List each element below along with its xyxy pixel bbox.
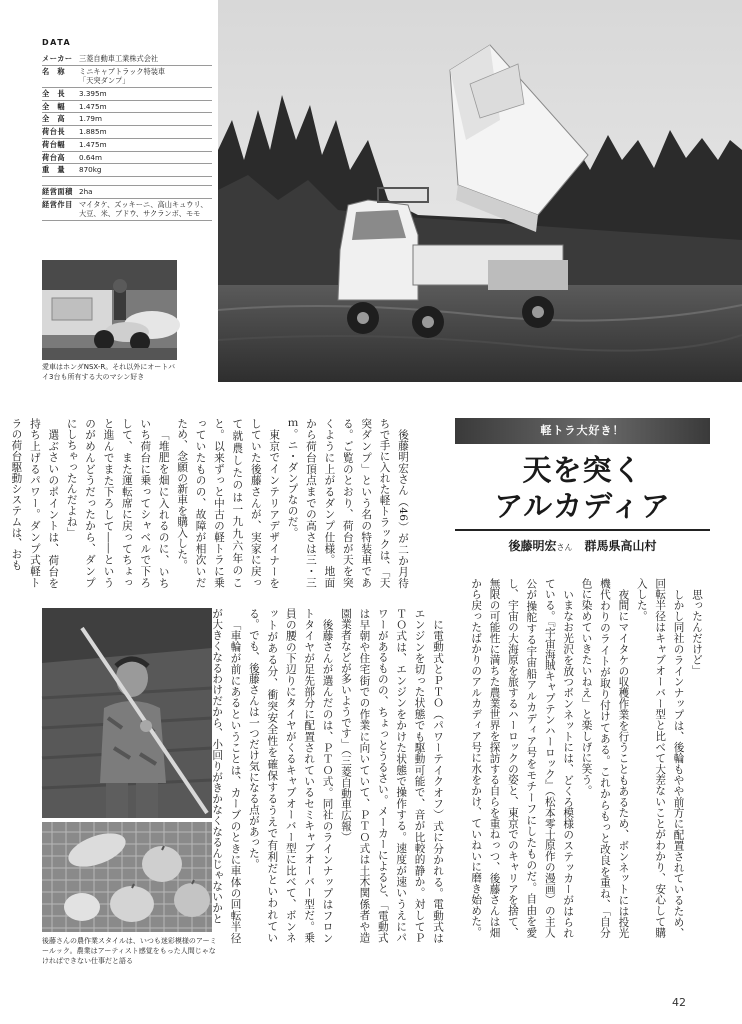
spec-value: 0.64m bbox=[79, 152, 103, 162]
body-paragraph: いまなお光沢を放つボンネットには、どくろ模様のステッカーがはられている。『宇宙海賊キャプテンハーロック』（松本零士原作の漫画）の主人公が操舵する宇宙船アルカディア号をモチーフにしたものだ。自由を愛し、宇宙の大海原を旅するハーロックの姿と、東京でのキャリアを捨て、無限の可能性に満ちた農業世界を探訪する自らを重ねっつ、後藤さんは畑から戻ったばかりのアルカディア号に水をかけ、ていねいに磨き始めた。 bbox=[470, 578, 575, 938]
spec-label: 全 幅 bbox=[42, 101, 66, 111]
author-honorific: さん bbox=[556, 543, 573, 552]
article-column-lower-left bbox=[211, 608, 447, 943]
farmer-caption: 後藤さんの農作業スタイルは、いつも迷彩模様のアーミールック。農業はアーティスト感覚をもった人間じゃなければできない仕事だと語る bbox=[42, 937, 217, 966]
spec-label: 荷台高 bbox=[42, 152, 66, 162]
spec-label: 荷台長 bbox=[42, 127, 66, 137]
spec-label: 全 高 bbox=[42, 114, 66, 124]
byline bbox=[455, 537, 710, 554]
spec-row bbox=[42, 88, 212, 101]
title-line-2: アルカディア bbox=[494, 489, 671, 523]
spec-value: 1.885m bbox=[79, 127, 107, 137]
spec-value: 1.475m bbox=[79, 139, 107, 149]
article-column-upper bbox=[10, 418, 412, 588]
spec-value: 1.79m bbox=[79, 114, 103, 124]
motorcycle-photo bbox=[42, 260, 177, 360]
body-paragraph: 思ったんだけど」 bbox=[691, 588, 703, 676]
spec-label: メーカー bbox=[42, 53, 73, 63]
spec-row bbox=[42, 126, 212, 139]
spec-row bbox=[42, 113, 212, 126]
body-paragraph: 後藤明宏さん（46）が二か月待ちで手に入れた軽トラックは、「天突ダンプ」という名の特装車である。ご覧のとおり、荷台が天を突くように上がるダンプ仕様。地面から荷台頂点までの高さは三・三ｍ。ニ・ダンプなのだ。 bbox=[286, 418, 409, 588]
spec-label: 経営作目 bbox=[42, 199, 73, 209]
body-paragraph: 「堆肥を畑に入れるのに、いちいち荷台に乗ってシャベルで下ろして、また運転席に戻ってちょっと進んでまた下ろして――というのがめんどうだったから、ダンプにしちゃったんだよね」 bbox=[65, 418, 170, 588]
body-paragraph: 東京でインテリアデザイナーをしていた後藤さんが、実家に戻って就農したのは一九九六年のこと。以来ずっと中古の軽トラに乗っていたものの、故障が相次いだため、念願の新車を購入した。 bbox=[176, 418, 281, 588]
byline-divider bbox=[455, 529, 710, 531]
spec-label: 経営面積 bbox=[42, 186, 73, 196]
farmer-portrait-photo bbox=[42, 608, 212, 818]
article-column-lower-right bbox=[456, 578, 706, 938]
author-location: 群馬県高山村 bbox=[584, 539, 657, 553]
body-paragraph: 夜間にマイタケの収穫作業を行うこともあるため、ボンネットには投光機代わりのライトが取り付けてある。これからもっと改良を重ね、「自分色に染めていきたいねえ」と楽しげに笑う。 bbox=[580, 578, 630, 938]
spec-heading: DATA bbox=[42, 38, 72, 47]
dump-truck-photo bbox=[218, 0, 742, 382]
body-paragraph: しかし同社のラインナップは、後輪もやや前方に配置されているため、回転半径はキャブオーバー型と比べて大差ないことがわかり、安心して購入した。 bbox=[635, 578, 685, 938]
spec-row bbox=[42, 53, 212, 66]
spec-row bbox=[42, 199, 212, 221]
spec-value: ミニキャブトラック特装車 「天突ダンプ」 bbox=[79, 66, 166, 86]
spec-row bbox=[42, 101, 212, 114]
spec-value: 2ha bbox=[79, 186, 93, 196]
spec-row bbox=[42, 164, 212, 177]
body-paragraph: 後藤さんが選んだのは、ＰＴＯ式。同社のラインナップはフロントタイヤが足先部分に配置されているセミキャブオーバー型だ。乗員の腰の下辺りにタイヤがくるキャブオーバー型に比べて、ボンネットがある分、衝突安全性を確保するうえで有利だといわれている。でも、後藤さんは一つだけ気になる点があった。 bbox=[247, 608, 334, 943]
author-name: 後藤明宏 bbox=[508, 539, 557, 553]
vegetables-photo bbox=[42, 822, 212, 932]
page-number: 42 bbox=[672, 996, 686, 1009]
title-line-1: 天を突く bbox=[522, 453, 643, 487]
series-banner: 軽トラ大好き！ bbox=[455, 418, 710, 444]
spec-value: マイタケ、ズッキーニ、高山キュウリ、大豆、米、ブドウ、サクランボ、モモ bbox=[79, 199, 208, 219]
spec-row bbox=[42, 139, 212, 152]
spec-row bbox=[42, 66, 212, 88]
spec-value: 1.475m bbox=[79, 101, 107, 111]
spec-value: 870kg bbox=[79, 165, 102, 175]
article-title-block bbox=[455, 418, 710, 568]
spec-value: 三菱自動車工業株式会社 bbox=[79, 53, 159, 63]
spec-label: 重 量 bbox=[42, 165, 66, 175]
body-paragraph: に電動式とＰＴＯ（パワーテイクオフ）式に分かれる。電動式はエンジンを切った状態でも駆動可能で、音が比較的静か。対してＰＴＯ式は、エンジンをかけた状態で操作する。速度が速いうえにパワーがあるものの、ちょっとうるさい。メーカーによると、「電動式は早朝や住宅街での作業に向いていて、ＰＴＯ式は土木関係者や造園業者などが多いようです」（三菱自動車広報） bbox=[339, 608, 444, 943]
spec-label: 全 長 bbox=[42, 88, 66, 98]
spec-row bbox=[42, 152, 212, 165]
spec-label: 荷台幅 bbox=[42, 139, 66, 149]
motorcycle-caption: 愛車はホンダNSX-R。それ以外にオートバイ3台も所有する大のマシン好き bbox=[42, 363, 176, 382]
spec-value: 3.395m bbox=[79, 88, 107, 98]
spec-row bbox=[42, 186, 212, 199]
body-paragraph: 「車輪が前にあるということは、カーブのときに車体の回転半径が大きくなるわけだから、小回りがきかなくなるんじゃないかと bbox=[211, 608, 242, 943]
body-paragraph: 選ぶさいのポイントは、荷台を持ち上げるパワー。ダンプ式軽トラの荷台駆動システムは、おも bbox=[10, 418, 60, 588]
spec-label: 名 称 bbox=[42, 66, 66, 76]
spec-table bbox=[42, 38, 212, 221]
page-title bbox=[455, 452, 710, 524]
